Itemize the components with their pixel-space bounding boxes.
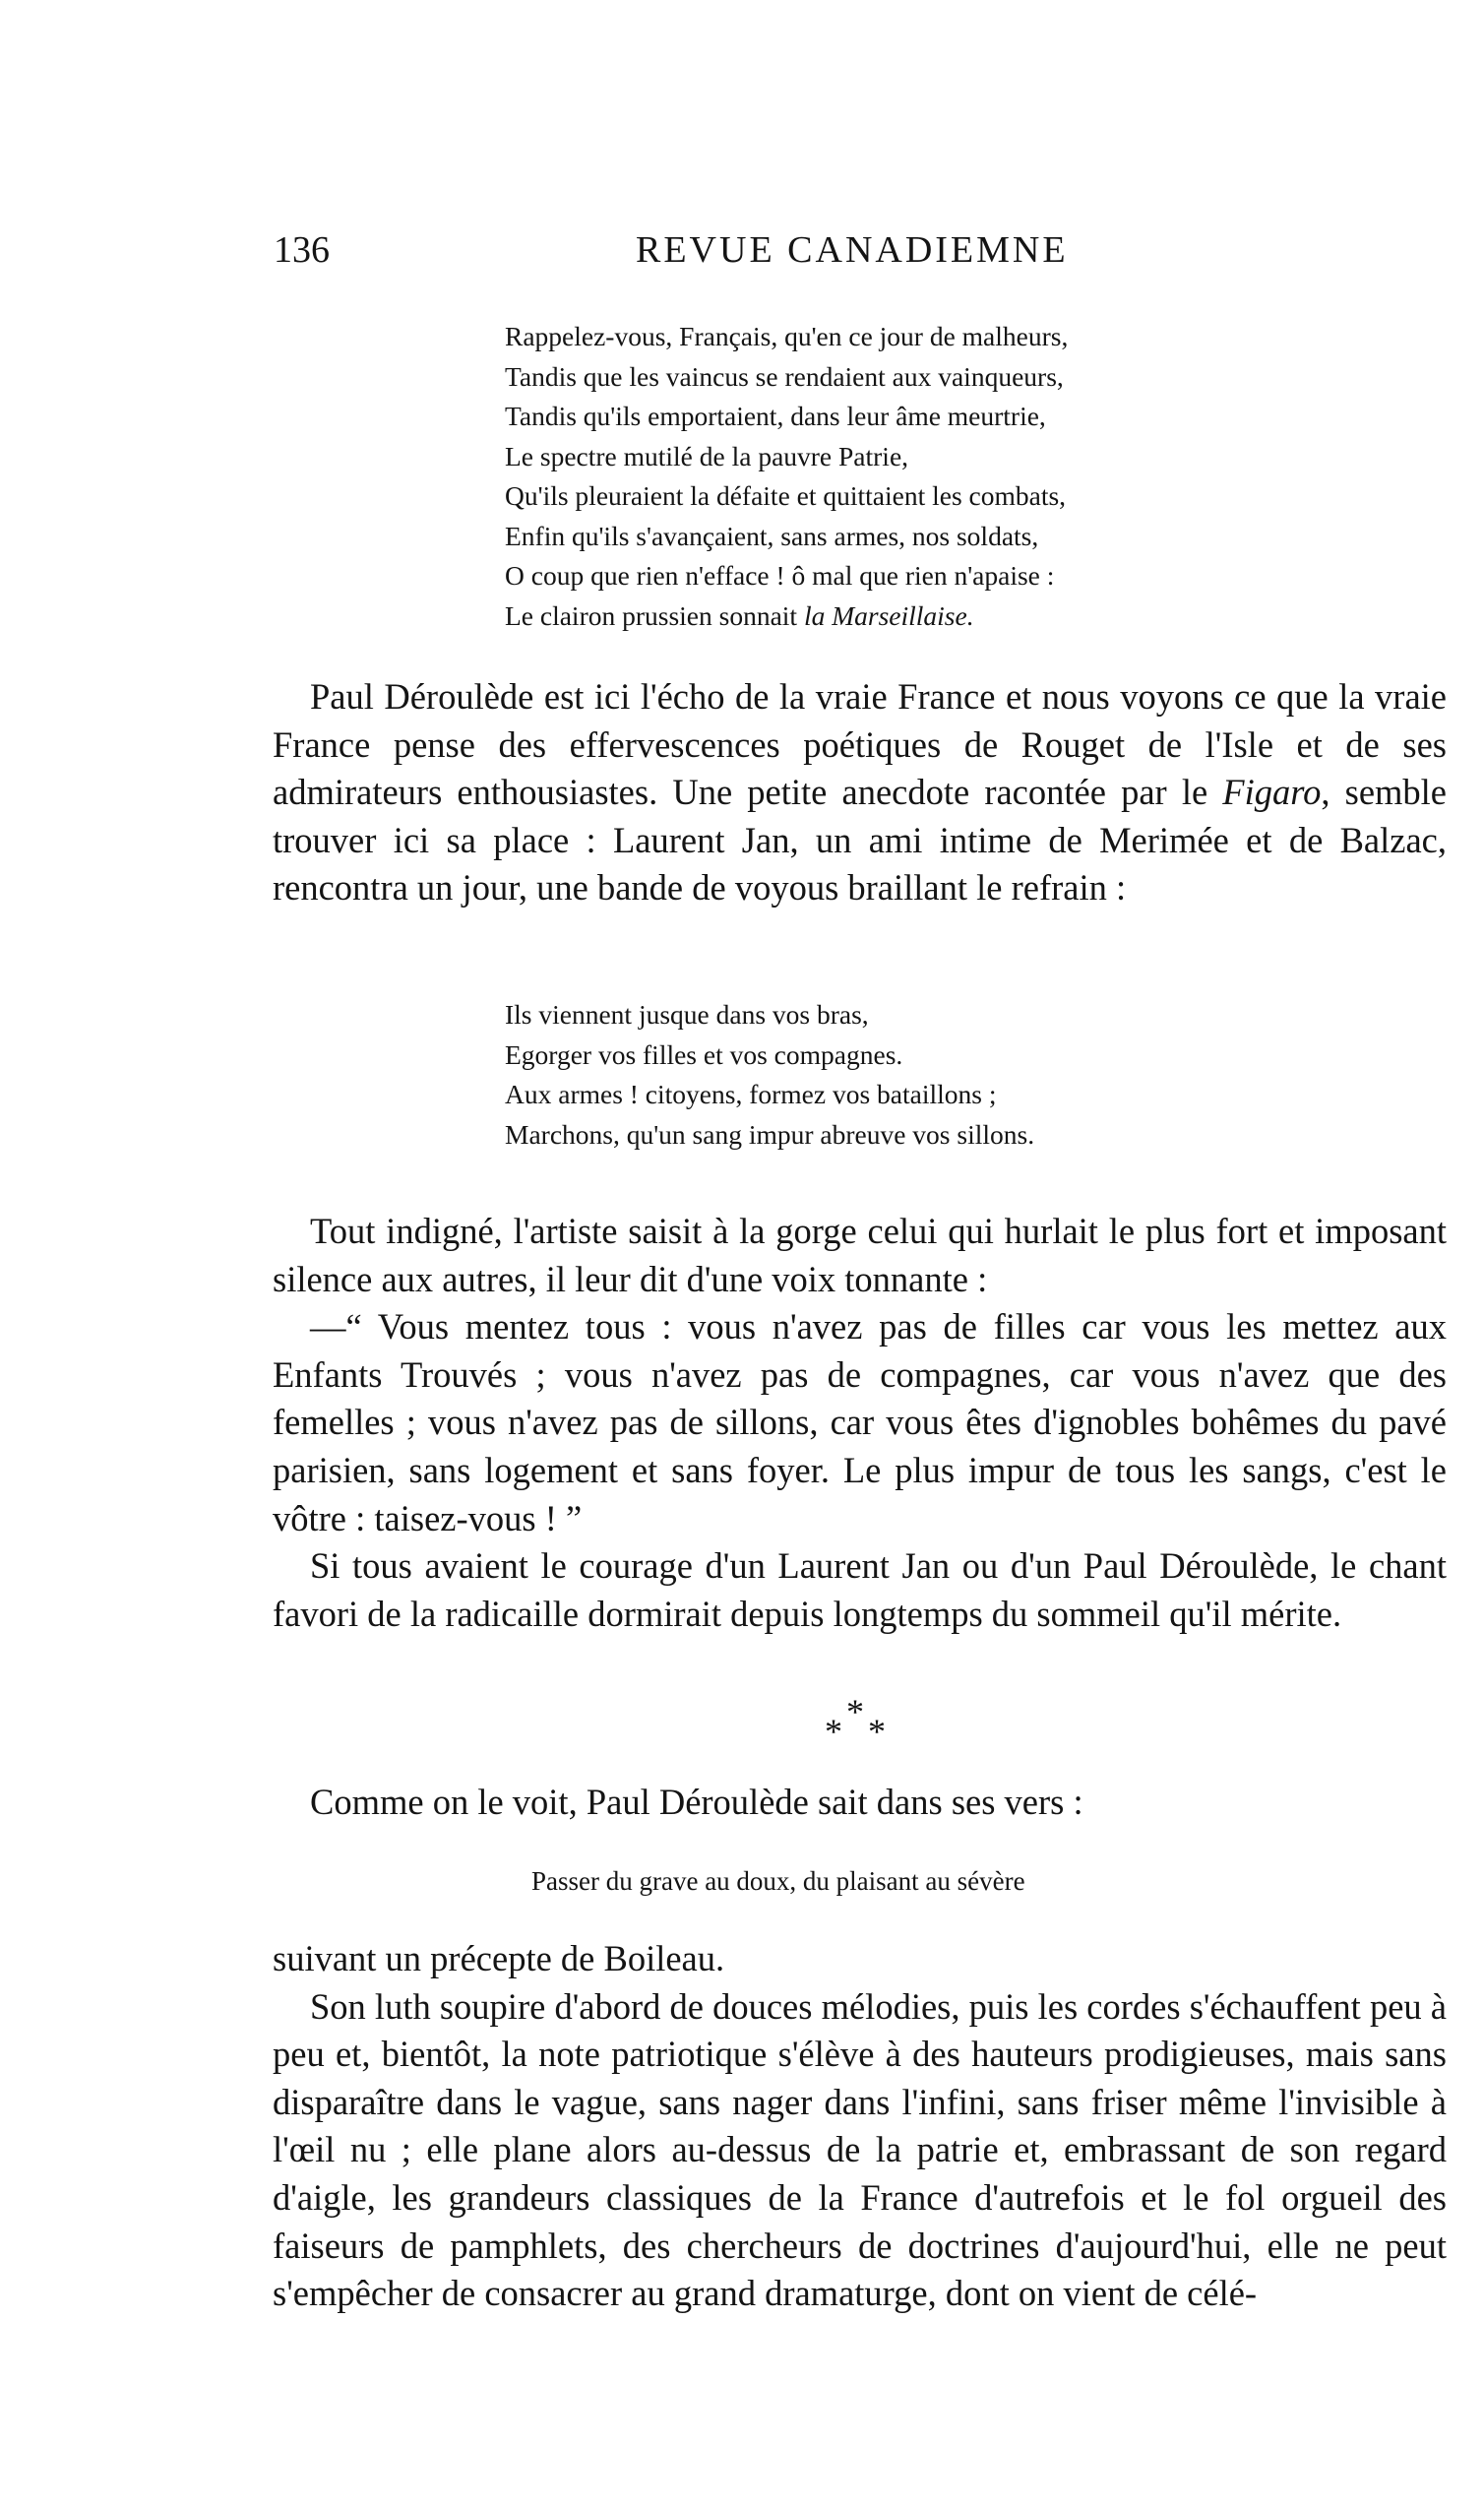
paragraph: Son luth soupire d'abord de douces mélodies, puis les cordes s'échauffent peu à peu et, bientôt, la note patriotique s'élève à des hauteurs prodigieuses, mais sans disparaître dans le vague, sans nager dans l'infini, sans friser même l'invisible à l'œil nu ; elle plane alors au-dessus de la patrie et, embrassant de son regard d'aigle, les grandeurs classiques de la France d'autrefois et le fol orgueil des faiseurs de pamphlets, des chercheurs de doctrines d'aujourd'hui, elle ne peut s'empêcher de consacrer au grand dramaturge, dont on vient de célé- bbox=[273, 1985, 1447, 2314]
prose-block-1 bbox=[273, 673, 1447, 912]
paragraph: —“ Vous mentez tous : vous n'avez pas de filles car vous les mettez aux Enfants Trouvés ; vous n'avez pas de compagnes, car vous n'avez que des femelles ; vous n'avez pas de sillons, car vous êtes d'ignobles bohêmes du pavé parisien, sans logement et sans foyer. Le plus impur de tous les sangs, c'est le vôtre : taisez-vous ! ” bbox=[273, 1306, 1447, 1538]
asterisk: * bbox=[868, 1712, 886, 1751]
paragraph bbox=[273, 673, 1447, 912]
verse-line: Enfin qu'ils s'avançaient, sans armes, nos soldats, bbox=[505, 520, 1039, 551]
verse-line: Aux armes ! citoyens, formez vos bataillons ; bbox=[505, 1079, 997, 1109]
verse-line-italic: la Marseillaise. bbox=[803, 599, 974, 631]
verse-block-3 bbox=[531, 1861, 1025, 1902]
paragraph-text: Paul Déroulède est ici l'écho de la vraie France et nous voyons ce que la vraie France pense des effervescences poétiques de Rouget de l'Isle et de ses admirateurs enthousiastes. Une petite anecdote racontée par le bbox=[273, 676, 1447, 813]
verse-line-last bbox=[505, 596, 1068, 637]
prose-block-3 bbox=[273, 1779, 1447, 1827]
paragraph-italic: Figaro bbox=[1222, 772, 1322, 813]
asterisk: * bbox=[846, 1692, 864, 1731]
verse-line: Ils viennent jusque dans vos bras, bbox=[505, 999, 869, 1030]
running-header bbox=[274, 228, 1454, 287]
page-number: 136 bbox=[274, 229, 330, 271]
paragraph: Comme on le voit, Paul Déroulède sait dans ses vers : bbox=[310, 1782, 1083, 1822]
paragraph: suivant un précepte de Boileau. bbox=[273, 1938, 725, 1978]
paragraph: Tout indigné, l'artiste saisit à la gorge celui qui hurlait le plus fort et imposant silence aux autres, il leur dit d'une voix tonnante : bbox=[273, 1211, 1447, 1299]
asterisk: * bbox=[825, 1712, 842, 1751]
asterism bbox=[825, 1691, 894, 1750]
paragraph: Si tous avaient le courage d'un Laurent Jan ou d'un Paul Déroulède, le chant favori de la radicaille dormirait depuis longtemps du sommeil qu'il mérite. bbox=[273, 1545, 1447, 1634]
prose-block-4 bbox=[273, 1935, 1447, 2318]
verse-line: Egorger vos filles et vos compagnes. bbox=[505, 1038, 903, 1070]
prose-block-2 bbox=[273, 1208, 1447, 1638]
verse-line: Tandis qu'ils emportaient, dans leur âme meurtrie, bbox=[505, 401, 1046, 431]
verse-block-1 bbox=[505, 317, 1068, 636]
verse-line: Rappelez-vous, Français, qu'en ce jour de malheurs, bbox=[505, 321, 1069, 351]
verse-line: Qu'ils pleuraient la défaite et quittaient les combats, bbox=[505, 480, 1067, 511]
verse-line: O coup que rien n'efface ! ô mal que rien n'apaise : bbox=[505, 560, 1055, 591]
verse-line: Le spectre mutilé de la pauvre Patrie, bbox=[505, 440, 909, 471]
verse-line-text: Le clairon prussien sonnait bbox=[505, 599, 804, 631]
journal-title: REVUE CANADIEMNE bbox=[636, 229, 1069, 271]
paragraph-text: , semble trouver ici sa place : Laurent Jan, un ami intime de Merimée et de Balzac, rencontra un jour, une bande de voyous braillant le refrain : bbox=[273, 772, 1447, 909]
verse-block-2 bbox=[505, 995, 1034, 1155]
verse-line: Marchons, qu'un sang impur abreuve vos sillons. bbox=[505, 1118, 1035, 1150]
verse-line: Passer du grave au doux, du plaisant au sévère bbox=[531, 1866, 1025, 1896]
verse-line: Tandis que les vaincus se rendaient aux vainqueurs, bbox=[505, 360, 1064, 392]
